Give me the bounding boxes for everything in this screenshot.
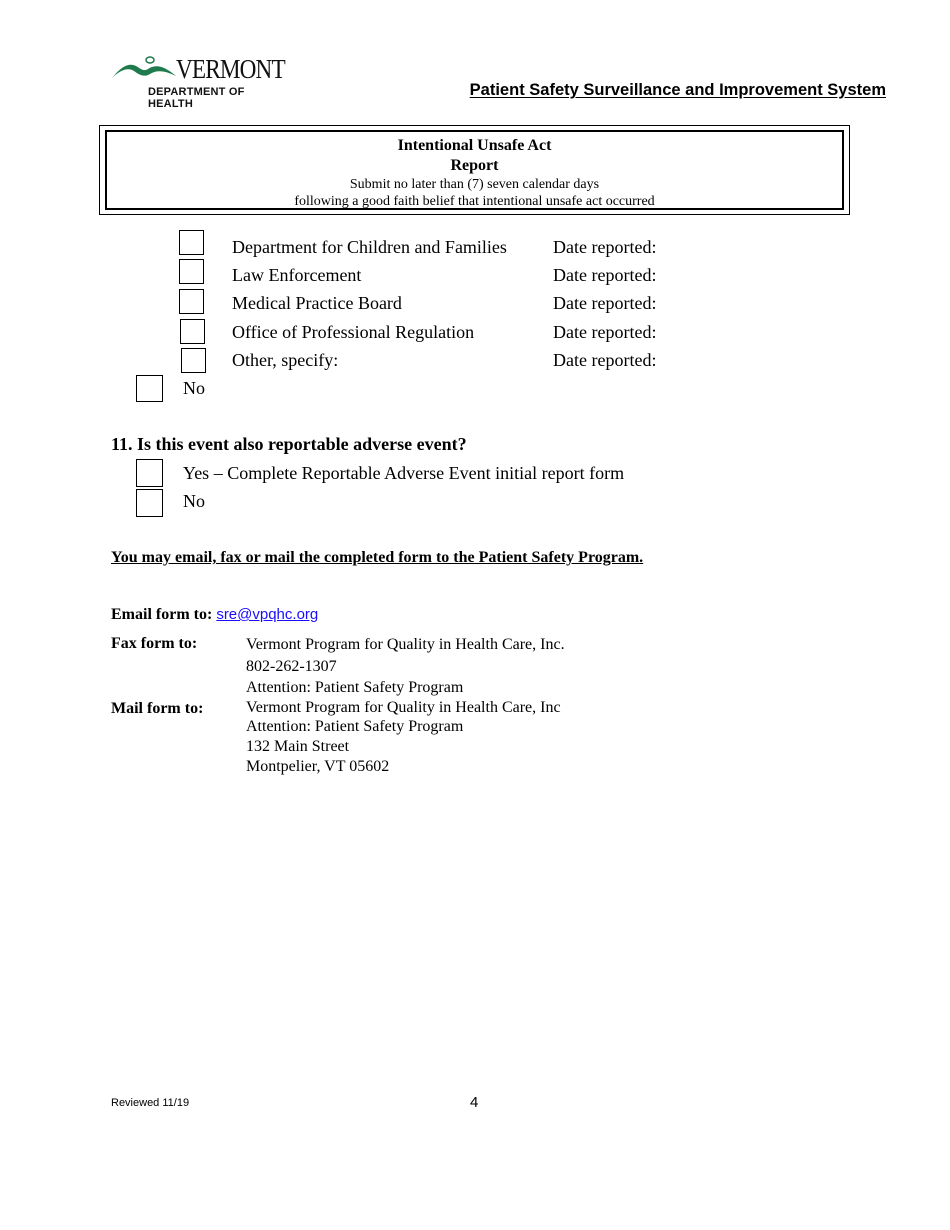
date-reported-label: Date reported: [553,322,657,342]
no-checkbox[interactable] [136,375,163,402]
report-subtitle: Report [450,157,499,174]
report-title-box [99,125,850,215]
agency-checkbox-medical-board[interactable] [179,289,204,314]
q11-yes-label: Yes – Complete Reportable Adverse Event initial report form [183,463,625,483]
agency-label-other: Other, specify: [232,350,339,370]
mountain-logo-icon [110,54,180,84]
no-label: No [183,378,205,398]
agency-checkbox-other[interactable] [181,348,206,373]
vermont-health-logo [110,52,290,110]
agency-checkbox-law[interactable] [179,259,204,284]
page-number: 4 [470,1094,479,1111]
agency-label-medical-board: Medical Practice Board [232,293,402,313]
fax-line: 802-262-1307 [246,658,337,675]
date-reported-label: Date reported: [553,293,657,313]
mail-line: Vermont Program for Quality in Health Care, Inc [246,699,561,716]
q11-yes-checkbox[interactable] [136,459,163,487]
q11-no-checkbox[interactable] [136,489,163,517]
question-11: 11. Is this event also reportable adverse event? [111,434,467,454]
agency-label-opr: Office of Professional Regulation [232,322,475,342]
report-title-inner [105,130,844,210]
report-deadline: Submit no later than (7) seven calendar days [349,177,600,192]
report-condition: following a good faith belief that intentional unsafe act occurred [294,194,655,209]
logo-wordmark: VERMONT [176,54,285,84]
system-title: Patient Safety Surveillance and Improvement System [469,81,886,99]
fax-line: Vermont Program for Quality in Health Care, Inc. [246,636,565,653]
email-link[interactable]: sre@vpqhc.org [216,606,319,623]
mail-line: 132 Main Street [246,738,350,755]
agency-checkbox-opr[interactable] [180,319,205,344]
report-title: Intentional Unsafe Act [397,137,552,154]
agency-label-dcf: Department for Children and Families [232,237,507,257]
fax-line: Attention: Patient Safety Program [246,679,464,696]
logo-department: DEPARTMENT OF HEALTH [148,86,245,110]
submission-notice: You may email, fax or mail the completed form to the Patient Safety Program. [111,549,644,566]
date-reported-label: Date reported: [553,265,657,285]
email-row [111,606,318,624]
date-reported-label: Date reported: [553,350,657,370]
q11-no-label: No [183,491,205,511]
email-label: Email form to: [111,606,213,623]
mail-line: Montpelier, VT 05602 [246,758,390,775]
mail-label: Mail form to: [111,700,204,717]
fax-label: Fax form to: [111,635,198,652]
reviewed-date: Reviewed 11/19 [111,1097,190,1109]
agency-checkbox-dcf[interactable] [179,230,204,255]
date-reported-label: Date reported: [553,237,657,257]
agency-label-law: Law Enforcement [232,265,362,285]
mail-line: Attention: Patient Safety Program [246,718,464,735]
